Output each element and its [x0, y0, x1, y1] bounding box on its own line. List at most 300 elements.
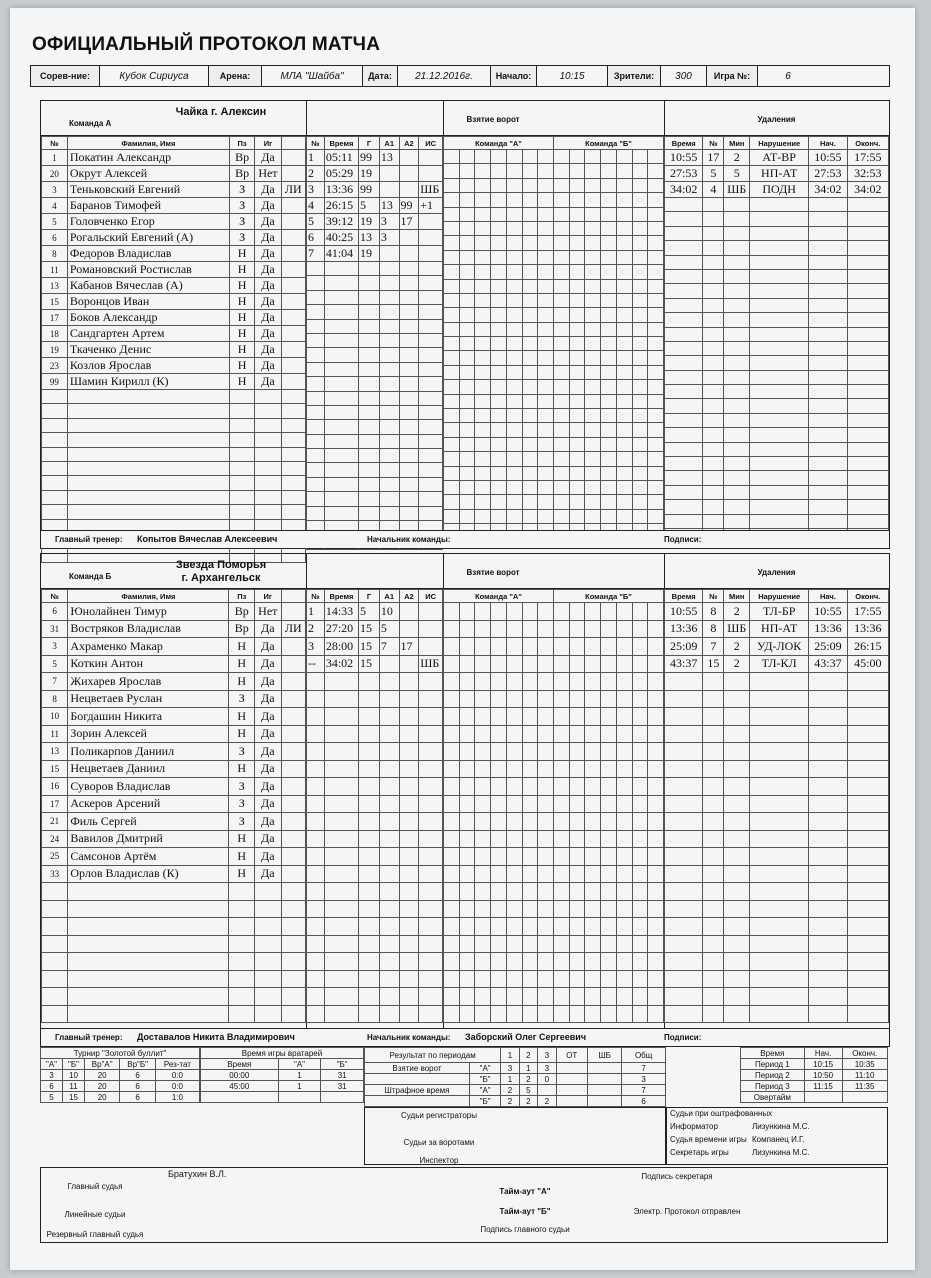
goal-cell: 2 [307, 620, 325, 638]
grid-cell [601, 265, 617, 279]
result-cell: 6 [622, 1096, 666, 1107]
team-b-team-grid [443, 589, 664, 1023]
grid-cell [475, 423, 491, 437]
goal-cell [324, 900, 358, 918]
grid-cell [616, 495, 632, 509]
grid-cell [522, 988, 538, 1006]
penalty-cell [847, 442, 888, 456]
goal-cell [419, 214, 443, 230]
shootout-cell: 1:0 [155, 1092, 199, 1103]
penalty-cell [750, 370, 809, 384]
penalty-cell [724, 370, 750, 384]
grid-cell [616, 279, 632, 293]
time-cell: 10:35 [842, 1059, 888, 1070]
grid-cell [585, 865, 601, 883]
goal-row [307, 348, 443, 362]
goal-cell [399, 182, 419, 198]
grid-cell [632, 495, 648, 509]
penalty-cell [724, 813, 750, 831]
grid-cell [553, 351, 569, 365]
grid-cell [459, 322, 475, 336]
goal-cell [324, 813, 358, 831]
penalty-cell [703, 298, 724, 312]
penalty-cell [750, 413, 809, 427]
goal-cell [307, 865, 325, 883]
grid-cell [632, 708, 648, 726]
grid-cell [569, 365, 585, 379]
grid-cell [491, 351, 507, 365]
goalie-col: "А" [278, 1059, 321, 1070]
goal-row [307, 918, 443, 936]
grid-cell [601, 207, 617, 221]
grid-row [444, 848, 664, 866]
header-label: Сорев-ние: [31, 66, 100, 86]
penalty-cell: 34:02 [665, 182, 703, 198]
roster-cell: Да [255, 865, 282, 883]
roster-col-header: Фамилия, Имя [68, 590, 229, 603]
grid-cell [569, 883, 585, 901]
shootout-col: Вр"Б" [120, 1059, 155, 1070]
periods-title: Результат по периодам [365, 1048, 501, 1063]
goal-cell: 5 [379, 620, 399, 638]
grid-cell [491, 620, 507, 638]
penalty-cell: 2 [724, 150, 750, 166]
goal-cell [379, 830, 399, 848]
header-value: 6 [785, 70, 791, 82]
penalty-cell [724, 1005, 750, 1023]
roster-row [42, 778, 306, 796]
grid-cell [648, 293, 664, 307]
penalty-cell: 27:53 [809, 166, 847, 182]
grid-cell [491, 365, 507, 379]
grid-cell [585, 250, 601, 264]
goal-cell [399, 760, 419, 778]
roster-cell: 3 [42, 638, 68, 656]
roster-cell: 31 [42, 620, 68, 638]
goalie-row [201, 1092, 364, 1103]
grid-row [444, 322, 664, 336]
goal-cell [324, 449, 358, 463]
goal-cell [359, 743, 380, 761]
pen-col-header: Нарушение [750, 590, 809, 603]
roster-cell: Вр [229, 166, 254, 182]
result-cell: Штрафное время [365, 1085, 470, 1096]
grid-cell [553, 221, 569, 235]
penalty-cell [703, 212, 724, 226]
penalty-cell: 10:55 [665, 150, 703, 166]
goal-cell [419, 935, 443, 953]
goal-cell: 39:12 [324, 214, 358, 230]
grid-cell [522, 673, 538, 691]
goal-cell [379, 506, 399, 520]
grid-cell [459, 690, 475, 708]
grid-cell [553, 830, 569, 848]
roster-row [42, 655, 306, 673]
penalty-row [665, 813, 889, 831]
grid-cell [459, 1005, 475, 1023]
grid-cell [601, 690, 617, 708]
referee-label: Резервный главный судья [46, 1230, 144, 1239]
penalty-cell [665, 778, 703, 796]
roster-cell [281, 935, 305, 953]
grid-cell [459, 193, 475, 207]
roster-cell [42, 970, 68, 988]
penalty-cell [809, 500, 847, 514]
goal-cell [324, 988, 358, 1006]
grid-cell [459, 480, 475, 494]
grid-cell [616, 848, 632, 866]
grid-cell [632, 394, 648, 408]
grid-cell [616, 830, 632, 848]
grid-cell [538, 883, 554, 901]
match-header [30, 65, 890, 87]
roster-cell: 15 [42, 294, 68, 310]
goal-cell [399, 725, 419, 743]
penalty-cell [724, 428, 750, 442]
grid-cell [538, 380, 554, 394]
pen-col-header: Нач. [809, 590, 847, 603]
grid-cell [506, 236, 522, 250]
goal-cell [359, 333, 380, 347]
roster-row [42, 830, 306, 848]
protocol-sheet [10, 8, 915, 1270]
time-cell: 11:35 [842, 1081, 888, 1092]
result-row [365, 1085, 666, 1096]
roster-row [42, 813, 306, 831]
goal-cell [419, 276, 443, 290]
roster-cell [281, 1005, 305, 1023]
roster-cell [42, 900, 68, 918]
grid-cell [632, 778, 648, 796]
goal-cell [307, 449, 325, 463]
goal-cell [307, 434, 325, 448]
goal-cell: +1 [419, 198, 443, 214]
grid-cell [648, 337, 664, 351]
grid-cell [553, 725, 569, 743]
grid-cell [601, 865, 617, 883]
roster-cell [281, 198, 305, 214]
grid-cell [506, 725, 522, 743]
grid-cell [569, 830, 585, 848]
penalty-cell [724, 725, 750, 743]
goal-cell [399, 795, 419, 813]
player-name: Шамин Кирилл (К) [67, 374, 229, 390]
roster-row [42, 390, 306, 404]
grid-cell [601, 495, 617, 509]
grid-cell [616, 970, 632, 988]
penalty-cell [665, 428, 703, 442]
goal-row [307, 778, 443, 796]
goal-cell [307, 463, 325, 477]
penalty-cell: 13:36 [665, 620, 703, 638]
grid-cell [632, 365, 648, 379]
grid-cell [506, 279, 522, 293]
penalty-cell [809, 813, 847, 831]
penalty-cell: 43:37 [809, 655, 847, 673]
player-name: Воронцов Иван [67, 294, 229, 310]
grid-cell [538, 953, 554, 971]
goalie-cell: 1 [278, 1081, 321, 1092]
penalty-cell [665, 442, 703, 456]
grid-cell [522, 970, 538, 988]
penalty-cell: ШБ [724, 182, 750, 198]
grid-cell [459, 673, 475, 691]
roster-cell: Н [229, 725, 255, 743]
grid-cell [648, 365, 664, 379]
referee-label: Линейные судьи [64, 1210, 126, 1219]
grid-cell [632, 830, 648, 848]
penalty-cell [665, 327, 703, 341]
grid-cell [491, 953, 507, 971]
penalty-cell [750, 918, 809, 936]
grid-cell [491, 900, 507, 918]
penalty-cell [724, 485, 750, 499]
team-label: Команда Б [69, 572, 112, 581]
grid-cell [491, 150, 507, 164]
grid-cell [459, 620, 475, 638]
grid-cell [444, 918, 460, 936]
penalty-cell [750, 848, 809, 866]
team-a-team-grid [443, 136, 664, 539]
goal-row [307, 463, 443, 477]
grid-cell [601, 883, 617, 901]
goal-cell [419, 319, 443, 333]
goal-cell [399, 434, 419, 448]
team-name: Звезда Поморья [175, 559, 267, 571]
goal-cell: 5 [359, 603, 380, 621]
roster-cell: Да [255, 795, 282, 813]
grid-cell [538, 1005, 554, 1023]
grid-cell [553, 603, 569, 621]
grid-cell [475, 164, 491, 178]
officials-inspector: Инспектор [419, 1156, 459, 1165]
penalty-cell [724, 514, 750, 528]
grid-cell [569, 603, 585, 621]
player-name: Самсонов Артём [68, 848, 229, 866]
grid-row [444, 365, 664, 379]
grid-cell [632, 337, 648, 351]
team-a-block [40, 100, 890, 549]
penalty-cell [847, 848, 888, 866]
roster-cell: 13 [42, 278, 68, 294]
grid-cell [616, 865, 632, 883]
grid-cell [444, 164, 460, 178]
goal-cell: 13:36 [324, 182, 358, 198]
penalty-cell [665, 953, 703, 971]
grid-cell [491, 423, 507, 437]
penalty-cell [847, 778, 888, 796]
grid-cell [459, 437, 475, 451]
grid-cell [444, 673, 460, 691]
penalty-row [665, 182, 889, 198]
goal-cell [379, 290, 399, 304]
grid-cell [475, 380, 491, 394]
grid-cell [522, 308, 538, 322]
goals-col-header: ИС [419, 137, 443, 150]
grid-cell [569, 655, 585, 673]
result-cell: "Б" [470, 1096, 501, 1107]
grid-cell [522, 848, 538, 866]
player-name: Ткаченко Денис [67, 342, 229, 358]
goal-cell [419, 673, 443, 691]
roster-cell: Да [255, 673, 282, 691]
goal-cell: 3 [379, 214, 399, 230]
penalty-cell [724, 778, 750, 796]
time-cell [842, 1092, 888, 1103]
grid-cell [491, 1005, 507, 1023]
grid-cell [648, 221, 664, 235]
grid-row [444, 690, 664, 708]
grid-cell [601, 900, 617, 918]
header-value: Кубок Сириуса [100, 66, 209, 86]
roster-cell: Н [229, 278, 254, 294]
grid-cell [601, 743, 617, 761]
roster-row [42, 760, 306, 778]
goal-cell [324, 865, 358, 883]
grid-cell [601, 452, 617, 466]
goal-cell [307, 690, 325, 708]
grid-cell [585, 743, 601, 761]
player-name: Зорин Алексей [68, 725, 229, 743]
goal-row [307, 708, 443, 726]
pen-header-row [665, 590, 889, 603]
goal-cell [307, 673, 325, 691]
goal-cell [419, 333, 443, 347]
penalty-cell [750, 428, 809, 442]
grid-cell [475, 690, 491, 708]
grid-cell [475, 495, 491, 509]
grid-cell [475, 865, 491, 883]
goal-cell: 2 [307, 166, 325, 182]
grid-cell [506, 795, 522, 813]
grid-cell [522, 380, 538, 394]
grid-cell [601, 250, 617, 264]
grid-cell [506, 970, 522, 988]
roster-cell [281, 166, 305, 182]
goal-cell [399, 305, 419, 319]
goals-title: Взятие ворот [466, 115, 520, 124]
grid-cell [538, 743, 554, 761]
player-name: Сандгартен Артем [67, 326, 229, 342]
goal-row [307, 230, 443, 246]
goal-cell [399, 276, 419, 290]
goal-row [307, 865, 443, 883]
grid-cell [491, 236, 507, 250]
goal-cell [324, 708, 358, 726]
roster-cell [229, 505, 254, 519]
goal-cell [379, 348, 399, 362]
roster-cell: Да [255, 246, 281, 262]
goal-cell [307, 405, 325, 419]
goal-cell [379, 492, 399, 506]
grid-cell [569, 150, 585, 164]
grid-cell [569, 337, 585, 351]
grid-cell [616, 293, 632, 307]
goal-cell [307, 348, 325, 362]
grid-cell [632, 848, 648, 866]
penalty-cell [724, 255, 750, 269]
penalty-cell [703, 725, 724, 743]
roster-cell: Нет [255, 603, 282, 621]
roster-cell [281, 294, 305, 310]
penalty-cell [665, 883, 703, 901]
grid-cell [585, 708, 601, 726]
grid-cell [459, 308, 475, 322]
grid-cell [475, 409, 491, 423]
grid-cell [585, 293, 601, 307]
penalty-cell [847, 413, 888, 427]
grid-cell [506, 293, 522, 307]
result-cell: 2 [519, 1074, 537, 1085]
penalty-row [665, 708, 889, 726]
grid-cell [475, 337, 491, 351]
time-col: Оконч. [842, 1048, 888, 1059]
goal-cell [399, 1005, 419, 1023]
grid-cell [506, 178, 522, 192]
shootout-col: Вр"А" [84, 1059, 120, 1070]
grid-cell [553, 308, 569, 322]
grid-cell [648, 988, 664, 1006]
grid-cell [444, 265, 460, 279]
roster-cell [281, 883, 305, 901]
goal-cell [324, 830, 358, 848]
result-cell [587, 1096, 621, 1107]
shootout-cell: 20 [84, 1092, 120, 1103]
goal-cell [324, 420, 358, 434]
grid-cell [522, 725, 538, 743]
goal-cell [324, 778, 358, 796]
grid-cell [585, 221, 601, 235]
grid-row [444, 351, 664, 365]
penalty-cell [809, 385, 847, 399]
grid-cell [585, 337, 601, 351]
roster-cell: ЛИ [281, 182, 305, 198]
time-cell: Период 1 [741, 1059, 805, 1070]
goal-cell [307, 848, 325, 866]
time-cell: 11:15 [804, 1081, 842, 1092]
goal-cell [399, 655, 419, 673]
grid-cell [538, 509, 554, 523]
goal-cell [379, 813, 399, 831]
goal-cell [359, 708, 380, 726]
grid-cell [538, 988, 554, 1006]
grid-cell [444, 466, 460, 480]
goal-cell [324, 953, 358, 971]
roster-row [42, 865, 306, 883]
grid-cell [648, 207, 664, 221]
penalty-cell [809, 370, 847, 384]
goal-cell [359, 377, 380, 391]
penalty-cell [703, 883, 724, 901]
goal-cell [359, 883, 380, 901]
roster-row [42, 1005, 306, 1023]
goal-cell: 5 [307, 214, 325, 230]
goal-cell [399, 918, 419, 936]
penalty-cell [703, 356, 724, 370]
grid-cell [553, 250, 569, 264]
goal-row [307, 166, 443, 182]
goals-header-row [307, 590, 443, 603]
roster-cell [229, 935, 255, 953]
shootout-row [41, 1070, 200, 1081]
grid-cell [616, 795, 632, 813]
grid-cell [569, 900, 585, 918]
grid-cell [506, 365, 522, 379]
grid-cell [601, 603, 617, 621]
goal-cell: 10 [379, 603, 399, 621]
grid-cell [475, 178, 491, 192]
goal-cell [307, 760, 325, 778]
